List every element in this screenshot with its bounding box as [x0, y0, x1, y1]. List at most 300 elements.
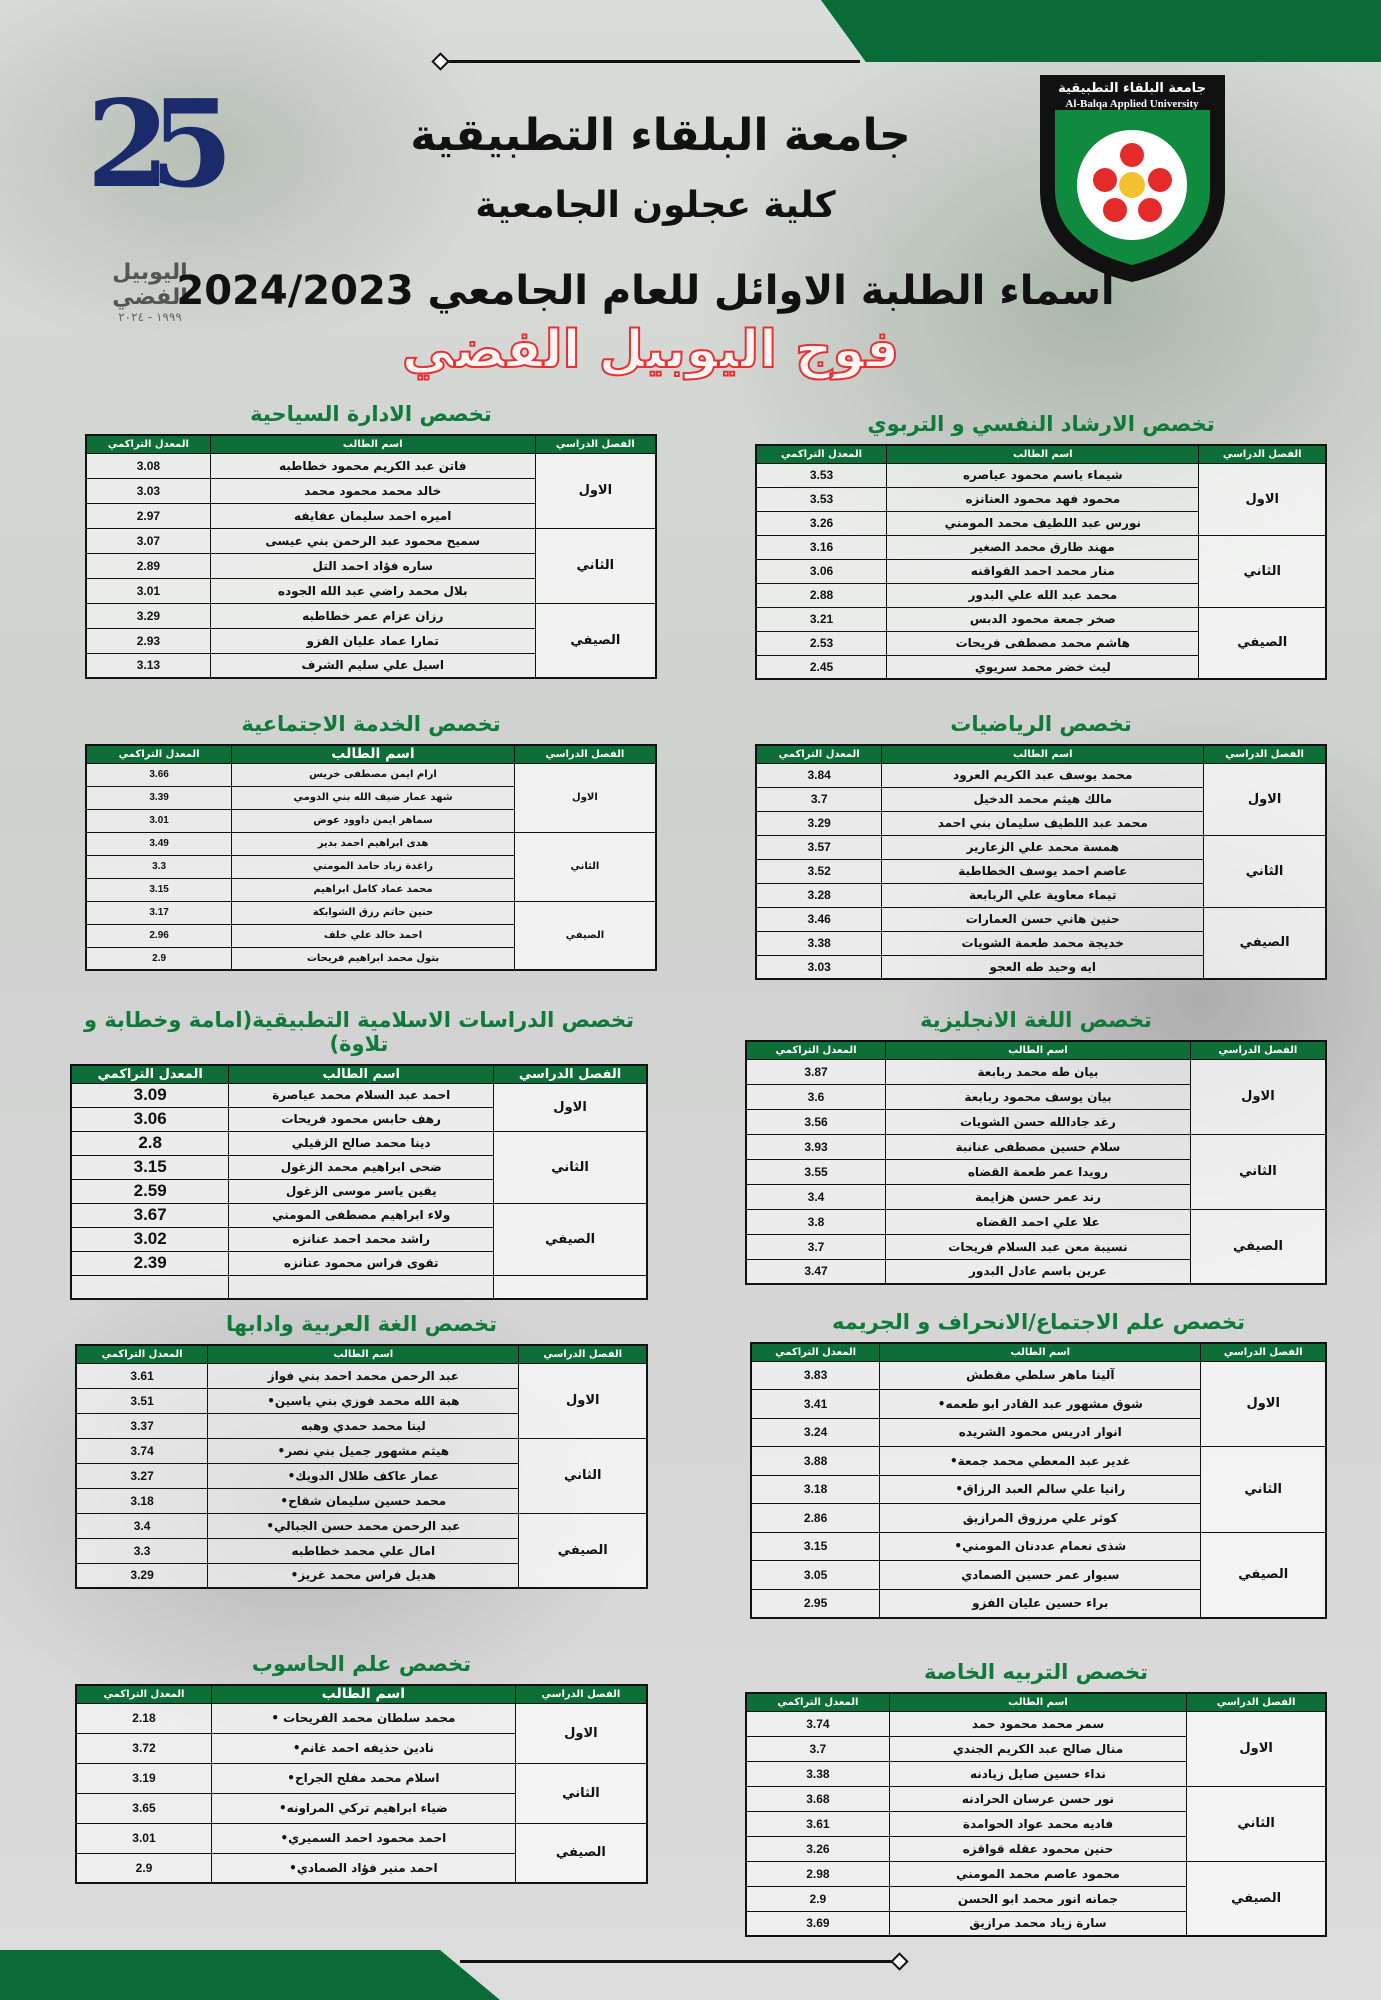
table-row [756, 463, 1326, 487]
student-name: سيوار عمر حسين الصمادي [880, 1561, 1201, 1590]
table-row [86, 603, 656, 628]
student-name: احمد منير فؤاد الصمادي• [211, 1853, 515, 1883]
student-name: هاشم محمد مصطفى فريحات [887, 631, 1199, 655]
student-name: نسيبة معن عبد السلام فريحات [886, 1234, 1191, 1259]
student-name: احمد عبد السلام محمد عياصرة [229, 1083, 494, 1107]
header-gpa: المعدل التراكمي [751, 1343, 880, 1361]
student-gpa: 3.38 [746, 1761, 889, 1786]
header-semester: الفصل الدراسي [494, 1065, 647, 1083]
header-gpa: المعدل التراكمي [76, 1345, 208, 1363]
jubilee-number: 25 [86, 74, 214, 215]
student-name: ضياء ابراهيم تركي المراونه• [211, 1793, 515, 1823]
student-gpa: 2.53 [756, 631, 887, 655]
semester-cell: الثاني [515, 1763, 647, 1823]
student-gpa [71, 1275, 229, 1299]
student-name: رند عمر حسن هزايمة [886, 1184, 1191, 1209]
student-gpa: 2.96 [86, 924, 232, 947]
student-name: بيان طه محمد ربابعة [886, 1059, 1191, 1084]
student-name: سميح محمود عبد الرحمن بني عيسى [210, 528, 535, 553]
student-name: ضحى ابراهيم محمد الزغول [229, 1155, 494, 1179]
student-name: عبد الرحمن محمد احمد بني فواز [208, 1363, 519, 1388]
university-name: جامعة البلقاء التطبيقية [410, 110, 911, 161]
table-header-row [71, 1065, 647, 1083]
student-gpa: 3.21 [756, 607, 887, 631]
results-table [745, 1692, 1327, 1937]
semester-cell: الاول [1199, 463, 1326, 535]
student-gpa: 3.84 [756, 763, 882, 787]
student-name: هيثم مشهور جميل بني نصر• [208, 1438, 519, 1463]
table-row [86, 528, 656, 553]
student-gpa: 3.74 [746, 1711, 889, 1736]
header-semester: الفصل الدراسي [1204, 745, 1326, 763]
university-logo [1035, 70, 1230, 285]
table-header-row [86, 745, 656, 763]
student-gpa: 3.55 [746, 1159, 886, 1184]
student-name: تمارا عماد عليان الفزو [210, 628, 535, 653]
student-gpa: 2.86 [751, 1504, 880, 1533]
table-row [86, 901, 656, 924]
student-gpa: 2.59 [71, 1179, 229, 1203]
student-name: نورس عبد اللطيف محمد المومني [887, 511, 1199, 535]
semester-cell: الصيفي [1187, 1861, 1326, 1936]
table-row [76, 1823, 647, 1853]
student-gpa: 3.52 [756, 859, 882, 883]
student-name: ولاء ابراهيم مصطفى المومني [229, 1203, 494, 1227]
student-name: نداء حسين صايل زيادنه [889, 1761, 1186, 1786]
section-tourism-management [85, 402, 657, 679]
student-name: سلام حسين مصطفى عنانبة [886, 1134, 1191, 1159]
student-name: محمد عبد اللطيف سليمان بني احمد [882, 811, 1204, 835]
student-gpa: 3.53 [756, 463, 887, 487]
student-name: جمانه انور محمد ابو الحسن [889, 1886, 1186, 1911]
student-gpa: 3.15 [86, 878, 232, 901]
student-name: اسيل علي سليم الشرف [210, 653, 535, 678]
header-student-name: اسم الطالب [210, 435, 535, 453]
header-gpa: المعدل التراكمي [71, 1065, 229, 1083]
student-name: محمد عماد كامل ابراهيم [232, 878, 515, 901]
student-name: راشد محمد احمد عنانزه [229, 1227, 494, 1251]
table-row [746, 1786, 1326, 1811]
student-name [229, 1275, 494, 1299]
student-gpa: 3.06 [756, 559, 887, 583]
student-gpa: 3.49 [86, 832, 232, 855]
student-gpa: 3.17 [86, 901, 232, 924]
table-row [76, 1363, 647, 1388]
results-table [755, 744, 1327, 980]
student-name: عمار عاكف طلال الدويك• [208, 1463, 519, 1488]
section-title: تخصص الدراسات الاسلامية التطبيقية(امامة وخطابة و تلاوة) [83, 1008, 635, 1056]
student-name: محمد يوسف عبد الكريم العرود [882, 763, 1204, 787]
header-student-name: اسم الطالب [886, 1041, 1191, 1059]
header-semester: الفصل الدراسي [1201, 1343, 1326, 1361]
student-gpa: 3.3 [76, 1538, 208, 1563]
student-gpa: 3.26 [756, 511, 887, 535]
batch-title: فوج اليوبيل الفضي [401, 320, 900, 380]
student-name: فاتن عبد الكريم محمود خطاطبه [210, 453, 535, 478]
student-name: محمد حسين سليمان شقاح• [208, 1488, 519, 1513]
student-gpa: 2.98 [746, 1861, 889, 1886]
student-gpa: 3.53 [756, 487, 887, 511]
student-gpa: 3.6 [746, 1084, 886, 1109]
student-gpa: 3.61 [76, 1363, 208, 1388]
table-header-row [76, 1345, 647, 1363]
student-name: عاصم احمد يوسف الخطاطبة [882, 859, 1204, 883]
student-name: منال صالح عبد الكريم الجندي [889, 1736, 1186, 1761]
student-name: لينا محمد حمدي وهبه [208, 1413, 519, 1438]
student-name: فاديه محمد عواد الحوامدة [889, 1811, 1186, 1836]
student-name: ايه وحيد طه العجو [882, 955, 1204, 979]
semester-cell: الاول [1204, 763, 1326, 835]
header-gpa: المعدل التراكمي [756, 445, 887, 463]
results-table [750, 1342, 1327, 1619]
student-name: شوق مشهور عبد القادر ابو طعمه• [880, 1390, 1201, 1419]
student-gpa: 2.88 [756, 583, 887, 607]
student-gpa: 3.05 [751, 1561, 880, 1590]
section-sociology [750, 1310, 1327, 1619]
student-gpa: 3.69 [746, 1911, 889, 1936]
section-social-work [85, 712, 657, 971]
student-gpa: 2.89 [86, 553, 210, 578]
semester-cell: الصيفي [514, 901, 656, 970]
student-gpa: 3.39 [86, 786, 232, 809]
student-name: خديجة محمد طعمة الشويات [882, 931, 1204, 955]
student-name: رانيا علي سالم العبد الرزاق• [880, 1475, 1201, 1504]
header-student-name: اسم الطالب [882, 745, 1204, 763]
header-semester: الفصل الدراسي [1199, 445, 1326, 463]
semester-cell: الثاني [1190, 1134, 1326, 1209]
student-gpa: 3.67 [71, 1203, 229, 1227]
header-gpa: المعدل التراكمي [86, 435, 210, 453]
table-row [76, 1438, 647, 1463]
semester-cell: الثاني [519, 1438, 647, 1513]
header-gpa: المعدل التراكمي [76, 1685, 211, 1703]
student-gpa: 3.87 [746, 1059, 886, 1084]
student-gpa: 3.83 [751, 1361, 880, 1390]
student-gpa: 3.51 [76, 1388, 208, 1413]
student-gpa: 3.26 [746, 1836, 889, 1861]
table-header-row [756, 745, 1326, 763]
section-title: تخصص الادارة السياحية [250, 402, 492, 426]
table-row [76, 1703, 647, 1733]
semester-cell: الاول [514, 763, 656, 832]
student-gpa: 3.8 [746, 1209, 886, 1234]
student-gpa: 3.7 [746, 1234, 886, 1259]
student-gpa: 3.19 [76, 1763, 211, 1793]
results-table [75, 1684, 648, 1884]
student-gpa: 3.07 [86, 528, 210, 553]
section-computer-science [75, 1652, 648, 1884]
student-name: شذى نعمام عددنان المومني• [880, 1532, 1201, 1561]
section-title: تخصص الرياضيات [950, 712, 1132, 736]
student-name: محمد عبد الله علي البدور [887, 583, 1199, 607]
table-row [746, 1059, 1326, 1084]
results-table [75, 1344, 648, 1589]
table-header-row [76, 1685, 647, 1703]
table-row [751, 1361, 1326, 1390]
student-name: صخر جمعة محمود الدبس [887, 607, 1199, 631]
semester-cell: الاول [515, 1703, 647, 1763]
section-title: تخصص التربيه الخاصة [923, 1660, 1149, 1684]
student-name: آلينا ماهر سلطي مقطش [880, 1361, 1201, 1390]
semester-cell: الاول [519, 1363, 647, 1438]
header-student-name: اسم الطالب [232, 745, 515, 763]
table-row [71, 1083, 647, 1107]
student-name: بتول محمد ابراهيم فريحات [232, 947, 515, 970]
table-row [756, 607, 1326, 631]
student-gpa: 2.45 [756, 655, 887, 679]
student-name: براء حسين عليان الفزو [880, 1589, 1201, 1618]
student-name: همسة محمد علي الزعارير [882, 835, 1204, 859]
section-arabic [75, 1312, 648, 1589]
student-name: رهف حابس محمود فريحات [229, 1107, 494, 1131]
header-gpa: المعدل التراكمي [746, 1693, 889, 1711]
semester-cell: الاول [1201, 1361, 1326, 1447]
table-row [746, 1861, 1326, 1886]
student-gpa: 3.15 [71, 1155, 229, 1179]
semester-cell: الصيفي [1199, 607, 1326, 679]
student-gpa: 3.03 [756, 955, 882, 979]
table-row [71, 1275, 647, 1299]
page-heading: أسماء الطلبة الاوائل للعام الجامعي 2024/2023 [176, 268, 1115, 314]
student-name: عبد الرحمن محمد حسن الجبالي• [208, 1513, 519, 1538]
table-row [86, 453, 656, 478]
semester-cell [494, 1275, 647, 1299]
student-name: شيماء باسم محمود عياصره [887, 463, 1199, 487]
table-header-row [746, 1041, 1326, 1059]
student-gpa: 3.61 [746, 1811, 889, 1836]
results-table [85, 434, 657, 679]
student-gpa: 3.08 [86, 453, 210, 478]
student-name: خالد محمد محمود محمد [210, 478, 535, 503]
table-row [76, 1763, 647, 1793]
student-gpa: 3.29 [76, 1563, 208, 1588]
student-gpa: 3.4 [746, 1184, 886, 1209]
student-gpa: 3.16 [756, 535, 887, 559]
student-name: محمود عاصم محمد المومني [889, 1861, 1186, 1886]
student-gpa: 3.18 [76, 1488, 208, 1513]
semester-cell: الصيفي [494, 1203, 647, 1275]
student-gpa: 3.24 [751, 1418, 880, 1447]
student-name: احمد محمود احمد السميري• [211, 1823, 515, 1853]
student-name: محمد سلطان محمد الفريحات • [211, 1703, 515, 1733]
student-gpa: 2.97 [86, 503, 210, 528]
student-gpa: 3.01 [76, 1823, 211, 1853]
header-green-band [821, 0, 1381, 62]
student-gpa: 3.7 [756, 787, 882, 811]
student-name: هديل فراس محمد غريز• [208, 1563, 519, 1588]
student-gpa: 3.29 [86, 603, 210, 628]
student-gpa: 2.9 [746, 1886, 889, 1911]
student-gpa: 3.41 [751, 1390, 880, 1419]
student-name: دينا محمد صالح الزقيلي [229, 1131, 494, 1155]
student-gpa: 3.09 [71, 1083, 229, 1107]
table-row [756, 535, 1326, 559]
section-islamic-studies [70, 1008, 648, 1300]
student-name: مالك هيثم محمد الدخيل [882, 787, 1204, 811]
header-semester: الفصل الدراسي [1190, 1041, 1326, 1059]
student-name: احمد خالد علي خلف [232, 924, 515, 947]
section-title: تخصص علم الاجتماع/الانحراف و الجريمه [831, 1310, 1246, 1334]
table-row [751, 1447, 1326, 1476]
section-title: تخصص الغة العربية وادابها [225, 1312, 498, 1336]
student-gpa: 3.27 [76, 1463, 208, 1488]
student-name: امال علي محمد خطاطبه [208, 1538, 519, 1563]
table-header-row [746, 1693, 1326, 1711]
student-gpa: 3.03 [86, 478, 210, 503]
student-name: عرين باسم عادل البدور [886, 1259, 1191, 1284]
student-gpa: 3.93 [746, 1134, 886, 1159]
student-gpa: 2.18 [76, 1703, 211, 1733]
results-table [755, 444, 1327, 680]
student-name: هبة الله محمد فوزي بني ياسين• [208, 1388, 519, 1413]
student-gpa: 3.74 [76, 1438, 208, 1463]
student-name: اسلام محمد مفلح الجراح• [211, 1763, 515, 1793]
jubilee-label: اليوبيل الفضي [112, 260, 188, 310]
student-gpa: 3.68 [746, 1786, 889, 1811]
table-row [71, 1131, 647, 1155]
student-name: كوثر علي مرزوق المرازيق [880, 1504, 1201, 1533]
student-name: محمود فهد محمود العنانزه [887, 487, 1199, 511]
bottom-divider [460, 1960, 900, 1963]
student-gpa: 3.46 [756, 907, 882, 931]
student-gpa: 3.02 [71, 1227, 229, 1251]
student-name: حنين حاتم رزق الشوابكة [232, 901, 515, 924]
student-gpa: 3.57 [756, 835, 882, 859]
student-name: يقين ياسر موسى الزغول [229, 1179, 494, 1203]
student-gpa: 2.9 [86, 947, 232, 970]
student-gpa: 2.95 [751, 1589, 880, 1618]
student-gpa: 3.56 [746, 1109, 886, 1134]
student-gpa: 3.72 [76, 1733, 211, 1763]
header-gpa: المعدل التراكمي [746, 1041, 886, 1059]
student-name: تيماء معاوية علي الربابعة [882, 883, 1204, 907]
student-name: رغد جادالله حسن الشويات [886, 1109, 1191, 1134]
student-gpa: 3.01 [86, 809, 232, 832]
student-name: هدى ابراهيم احمد بدير [232, 832, 515, 855]
semester-cell: الثاني [1201, 1447, 1326, 1533]
header-student-name: اسم الطالب [208, 1345, 519, 1363]
header-semester: الفصل الدراسي [515, 1685, 647, 1703]
student-gpa: 3.18 [751, 1475, 880, 1504]
student-gpa: 3.38 [756, 931, 882, 955]
student-gpa: 3.47 [746, 1259, 886, 1284]
table-row [746, 1711, 1326, 1736]
student-gpa: 3.66 [86, 763, 232, 786]
semester-cell: الاول [535, 453, 656, 528]
student-name: سماهر ايمن داوود عوض [232, 809, 515, 832]
section-title: تخصص الارشاد النفسي و التربوي [867, 412, 1215, 436]
table-header-row [751, 1343, 1326, 1361]
college-name: كلية عجلون الجامعية [475, 185, 836, 226]
student-name: حنين هاني حسن العمارات [882, 907, 1204, 931]
svg-text:Al-Balqa Applied University: Al-Balqa Applied University [1065, 98, 1199, 110]
semester-cell: الصيفي [1201, 1532, 1326, 1618]
student-gpa: 3.29 [756, 811, 882, 835]
table-row [746, 1134, 1326, 1159]
student-name: منار محمد احمد القواقنه [887, 559, 1199, 583]
table-row [71, 1203, 647, 1227]
student-gpa: 3.3 [86, 855, 232, 878]
header-student-name: اسم الطالب [889, 1693, 1186, 1711]
semester-cell: الثاني [1199, 535, 1326, 607]
section-title: تخصص علم الحاسوب [251, 1652, 472, 1676]
semester-cell: الثاني [514, 832, 656, 901]
table-row [756, 907, 1326, 931]
section-counseling [755, 412, 1327, 680]
student-name: علا علي احمد القضاه [886, 1209, 1191, 1234]
student-name: ساره فؤاد احمد التل [210, 553, 535, 578]
semester-cell: الاول [1187, 1711, 1326, 1786]
section-english [745, 1008, 1327, 1285]
student-name: بيان يوسف محمود ربابعة [886, 1084, 1191, 1109]
student-name: ارام ايمن مصطفى خريس [232, 763, 515, 786]
student-gpa: 3.06 [71, 1107, 229, 1131]
semester-cell: الاول [1190, 1059, 1326, 1134]
header-student-name: اسم الطالب [211, 1685, 515, 1703]
header-semester: الفصل الدراسي [535, 435, 656, 453]
student-gpa: 2.8 [71, 1131, 229, 1155]
header-semester: الفصل الدراسي [1187, 1693, 1326, 1711]
header-semester: الفصل الدراسي [514, 745, 656, 763]
semester-cell: الثاني [1204, 835, 1326, 907]
student-gpa: 2.9 [76, 1853, 211, 1883]
table-row [751, 1532, 1326, 1561]
header-student-name: اسم الطالب [880, 1343, 1201, 1361]
student-name: تقوى فراس محمود عنانزه [229, 1251, 494, 1275]
student-gpa: 3.7 [746, 1736, 889, 1761]
table-row [76, 1513, 647, 1538]
section-mathematics [755, 712, 1327, 980]
table-header-row [86, 435, 656, 453]
student-name: نور حسن عرسان الحرادنه [889, 1786, 1186, 1811]
student-gpa: 3.01 [86, 578, 210, 603]
semester-cell: الثاني [494, 1131, 647, 1203]
header-gpa: المعدل التراكمي [756, 745, 882, 763]
semester-cell: الصيفي [519, 1513, 647, 1588]
table-header-row [756, 445, 1326, 463]
student-gpa: 3.13 [86, 653, 210, 678]
student-name: سارة زياد محمد مرازيق [889, 1911, 1186, 1936]
semester-cell: الثاني [535, 528, 656, 603]
student-gpa: 3.15 [751, 1532, 880, 1561]
student-name: مهند طارق محمد الصغير [887, 535, 1199, 559]
student-name: بلال محمد راضي عبد الله الجوده [210, 578, 535, 603]
student-name: راغدة زياد حامد المومني [232, 855, 515, 878]
student-gpa: 3.4 [76, 1513, 208, 1538]
student-gpa: 2.93 [86, 628, 210, 653]
semester-cell: الصيفي [535, 603, 656, 678]
table-row [746, 1209, 1326, 1234]
student-name: رزان عزام عمر خطاطبه [210, 603, 535, 628]
table-row [756, 763, 1326, 787]
semester-cell: الثاني [1187, 1786, 1326, 1861]
student-name: ليث خضر محمد سريوي [887, 655, 1199, 679]
header-student-name: اسم الطالب [229, 1065, 494, 1083]
student-gpa: 3.65 [76, 1793, 211, 1823]
student-gpa: 3.28 [756, 883, 882, 907]
semester-cell: الصيفي [1190, 1209, 1326, 1284]
header-student-name: اسم الطالب [887, 445, 1199, 463]
header-semester: الفصل الدراسي [519, 1345, 647, 1363]
student-name: رويدا عمر طعمة القضاه [886, 1159, 1191, 1184]
table-row [86, 832, 656, 855]
semester-cell: الصيفي [1204, 907, 1326, 979]
svg-text:جامعة البلقاء التطبيقية: جامعة البلقاء التطبيقية [1058, 81, 1206, 96]
student-gpa: 3.37 [76, 1413, 208, 1438]
top-divider [440, 60, 860, 63]
student-name: انوار ادريس محمود الشريده [880, 1418, 1201, 1447]
student-gpa: 2.39 [71, 1251, 229, 1275]
